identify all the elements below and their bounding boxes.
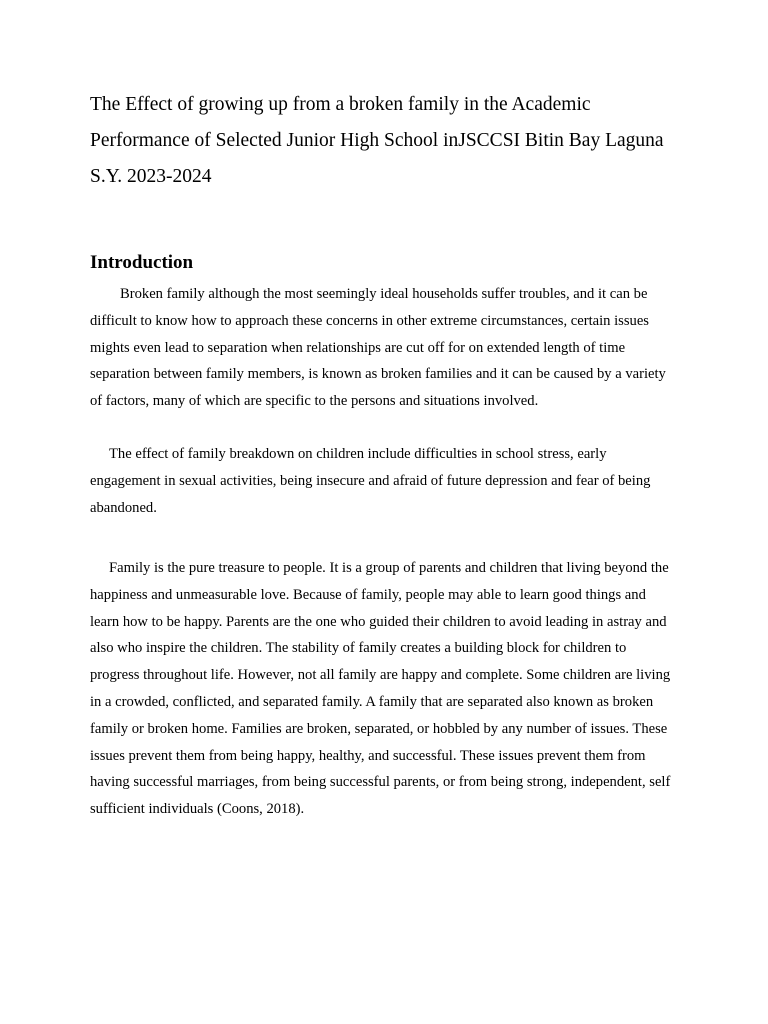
section-heading-introduction: Introduction bbox=[90, 252, 194, 273]
paragraph-3: Family is the pure treasure to people. It is a group of parents and children that living beyond the happiness and unmeasurable love. Because of family, people may able to learn good things and learn how to be happy. Parents are the one who guided their children to avoid leading in astray and also who inspire the children. The stability of family creates a building block for children to progress throughout life. However, not all family are happy and complete. Some children are living in a crowded, conflicted, and separated family. A family that are separated also known as broken family or broken home. Families are broken, separated, or hobbled by any number of issues. These issues prevent them from being happy, healthy, and successful. These issues prevent them from having successful marriages, from being successful parents, or from being strong, independent, self sufficient individuals (Coons, 2018). bbox=[90, 560, 671, 818]
paragraph-1: Broken family although the most seemingly ideal households suffer troubles, and it can be difficult to know how to approach these concerns in other extreme circumstances, certain issues mights even lead to separation when relationships are cut off for on extended length of time separation between family members, is known as broken families and it can be caused by a variety of factors, many of which are specific to the persons and situations involved. bbox=[90, 286, 666, 410]
paragraph-2: The effect of family breakdown on children include difficulties in school stress, early engagement in sexual activities, being insecure and afraid of future depression and fear of being abandoned. bbox=[90, 446, 651, 516]
document-title: The Effect of growing up from a broken family in the Academic Performance of Selected Junior High School inJSCCSI Bitin Bay Laguna S.Y. 2023-2024 bbox=[90, 94, 664, 187]
